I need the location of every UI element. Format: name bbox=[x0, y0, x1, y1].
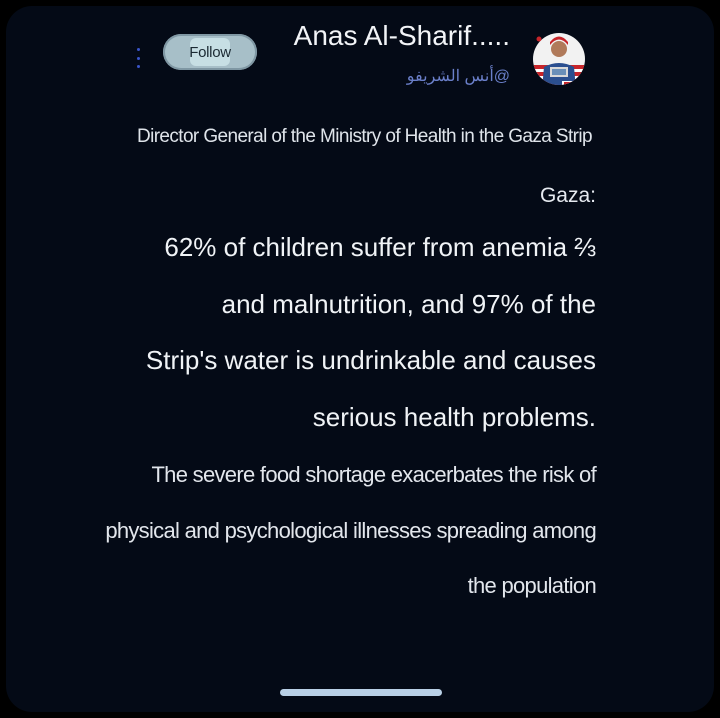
profile-photo-icon bbox=[532, 29, 586, 89]
post-line: physical and psychological illnesses spreading among bbox=[105, 518, 596, 543]
location-label: Gaza: bbox=[539, 184, 596, 207]
follow-button[interactable] bbox=[163, 34, 257, 70]
follow-button-label: Follow bbox=[190, 38, 230, 66]
bio-text: Director General of the Ministry of Health in the Gaza Strip bbox=[136, 126, 592, 147]
post-line: and malnutrition, and 97% of the bbox=[221, 289, 596, 319]
post-screen bbox=[6, 6, 714, 712]
post-line: 62% of children suffer from anemia ⅔ bbox=[164, 232, 596, 262]
post-line: The severe food shortage exacerbates the risk of bbox=[151, 462, 596, 487]
user-handle[interactable]: @أنس الشريفو bbox=[406, 68, 510, 85]
display-name[interactable]: Anas Al-Sharif..... bbox=[293, 20, 510, 51]
post-line: Strip's water is undrinkable and causes bbox=[145, 345, 596, 375]
post-line: the population bbox=[467, 573, 596, 598]
post-line: serious health problems. bbox=[312, 402, 596, 432]
more-options-icon[interactable] bbox=[136, 48, 140, 68]
home-indicator[interactable] bbox=[280, 689, 442, 696]
avatar[interactable] bbox=[532, 29, 586, 89]
